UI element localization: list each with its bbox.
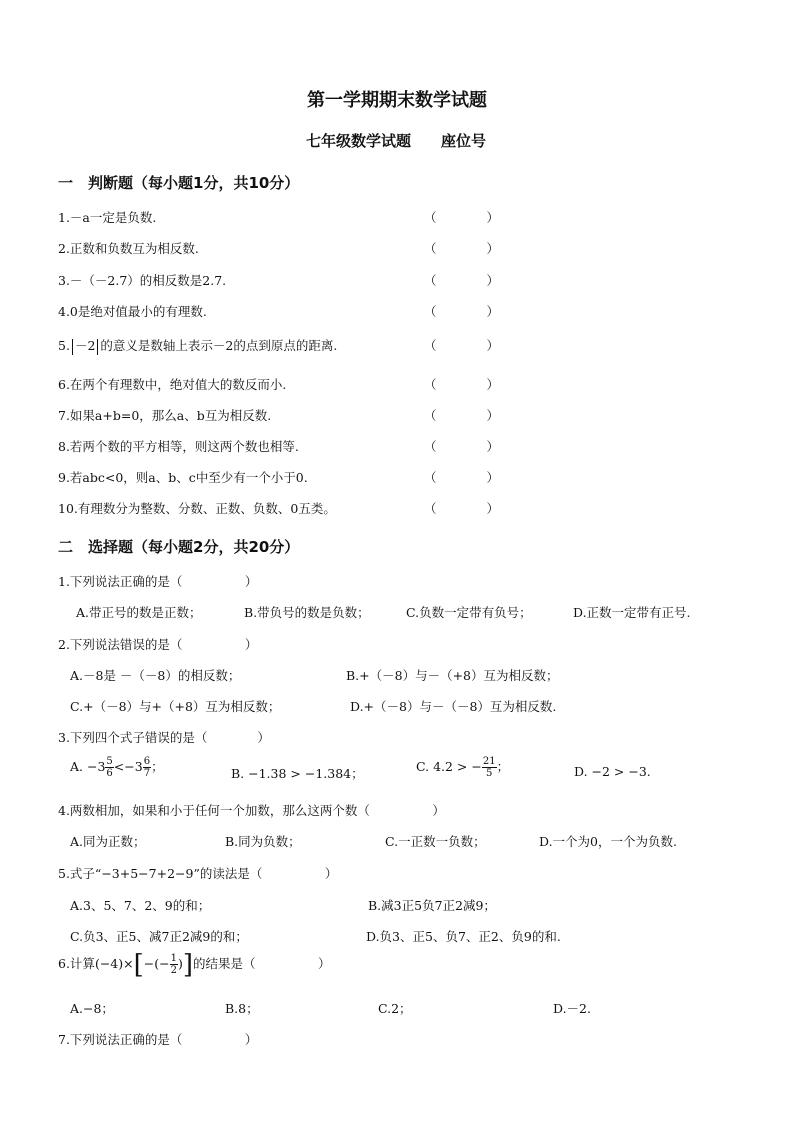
q6-fraction-den: 2: [170, 965, 177, 976]
q6-option-d[interactable]: D.－2.: [553, 1001, 591, 1016]
abs-bar-right: [97, 339, 98, 355]
q6-stem-suffix: 的结果是（ ）: [193, 956, 331, 971]
judgement-item-3: 3.－（－2.7）的相反数是2.7.: [58, 273, 227, 288]
q4-option-d[interactable]: D.一个为0，一个为负数.: [539, 834, 677, 849]
abs-bar-left: [72, 339, 73, 355]
q6-expression-close: ): [177, 956, 183, 971]
abs-value-expression: －2: [74, 338, 96, 353]
q3-option-c[interactable]: [416, 756, 509, 779]
q6-fraction-num: 1: [170, 953, 177, 964]
q3c-fraction-num: 21: [482, 756, 496, 767]
q2-option-c[interactable]: C.+（－8）与+（+8）互为相反数；: [70, 699, 281, 714]
choice-question-1: 1.下列说法正确的是（ ）: [58, 574, 258, 589]
answer-blank-6[interactable]: （ ）: [424, 377, 500, 392]
page-subtitle: 七年级数学试题: [306, 132, 412, 150]
judgement-item-5: [58, 336, 337, 355]
q3-option-a[interactable]: [70, 756, 164, 779]
answer-blank-8[interactable]: （ ）: [424, 439, 500, 454]
q2-option-a[interactable]: A.－8是 －（－8）的相反数；: [70, 668, 241, 683]
q1-option-c[interactable]: C.负数一定带有负号；: [406, 605, 532, 620]
q4-option-a[interactable]: A.同为正数；: [70, 834, 146, 849]
q3c-suffix: ；: [496, 759, 510, 774]
judgement-item-8: 8.若两个数的平方相等，则这两个数也相等.: [58, 439, 299, 454]
q3a-fraction-1-num: 5: [106, 756, 113, 767]
q3-option-b[interactable]: B. −1.38 > −1.384；: [231, 766, 364, 781]
q6-option-b[interactable]: B.8；: [225, 1001, 259, 1016]
q1-option-a[interactable]: A.带正号的数是正数；: [76, 605, 202, 620]
answer-blank-9[interactable]: （ ）: [424, 470, 500, 485]
q5-option-c[interactable]: C.负3、正5、减7正2减9的和；: [70, 929, 248, 944]
seat-number-label: 座位号: [441, 132, 487, 150]
judgement-item-4: 4.0是绝对值最小的有理数.: [58, 304, 207, 319]
q4-option-b[interactable]: B.同为负数；: [225, 834, 301, 849]
q2-option-d[interactable]: D.+（－8）与－（－8）互为相反数.: [350, 699, 557, 714]
section-heading-judgement: 一 判断题（每小题1分，共10分）: [58, 174, 300, 192]
choice-question-3: 3.下列四个式子错误的是（ ）: [58, 730, 270, 745]
q3a-suffix: ；: [151, 759, 164, 774]
q3a-middle: <−3: [113, 759, 143, 774]
q1-option-b[interactable]: B.带负号的数是负数；: [244, 605, 370, 620]
q3a-fraction-1: [105, 756, 113, 779]
choice-question-4: 4.两数相加，如果和小于任何一个加数，那么这两个数（ ）: [58, 803, 445, 818]
left-bracket-icon: [: [133, 949, 144, 980]
q6-expression-inner: −(−: [143, 956, 170, 971]
answer-blank-10[interactable]: （ ）: [424, 501, 500, 516]
q4-option-c[interactable]: C.一正数一负数；: [385, 834, 486, 849]
judgement-item-6: 6.在两个有理数中，绝对值大的数反而小.: [58, 377, 287, 392]
q6-stem-prefix: 6.计算: [58, 956, 95, 971]
q3c-fraction-den: 5: [486, 768, 493, 779]
judgement-item-2: 2.正数和负数互为相反数.: [58, 241, 199, 256]
q2-option-b[interactable]: B.+（－8）与－（+8）互为相反数；: [346, 668, 559, 683]
judgement-item-1: 1.－a一定是负数.: [58, 210, 157, 225]
q3-option-d[interactable]: D. −2 > −3.: [574, 764, 651, 779]
judgement-item-7: 7.如果a+b=0，那么a、b互为相反数.: [58, 408, 272, 423]
choice-question-2: 2.下列说法错误的是（ ）: [58, 637, 258, 652]
q5-option-d[interactable]: D.负3、正5、负7、正2、负9的和.: [366, 929, 561, 944]
section-heading-choice: 二 选择题（每小题2分，共20分）: [58, 538, 300, 556]
answer-blank-1[interactable]: （ ）: [424, 210, 500, 225]
answer-blank-3[interactable]: （ ）: [424, 273, 500, 288]
q3a-fraction-2-den: 7: [143, 768, 151, 779]
q3c-fraction: [482, 756, 497, 779]
answer-blank-2[interactable]: （ ）: [424, 241, 500, 256]
q3a-prefix: A. −3: [70, 759, 106, 774]
answer-blank-5[interactable]: （ ）: [424, 338, 500, 353]
q3a-fraction-2: [143, 756, 151, 779]
q6-option-c[interactable]: C.2；: [378, 1001, 412, 1016]
judgement-item-10: 10.有理数分为整数、分数、正数、负数、0五类。: [58, 501, 336, 516]
choice-question-6: [58, 949, 331, 980]
answer-blank-4[interactable]: （ ）: [424, 304, 500, 319]
q3a-fraction-1-den: 6: [106, 768, 113, 779]
q5-option-b[interactable]: B.减3正5负7正2减9；: [368, 898, 496, 913]
choice-question-5: 5.式子“−3+5−7+2−9”的读法是（ ）: [58, 866, 338, 881]
judgement-item-9: 9.若abc<0，则a、b、c中至少有一个小于0.: [58, 470, 308, 485]
choice-question-7: 7.下列说法正确的是（ ）: [58, 1032, 258, 1047]
q6-option-a[interactable]: A.−8；: [70, 1001, 114, 1016]
answer-blank-7[interactable]: （ ）: [424, 408, 500, 423]
q3c-prefix: C. 4.2 > −: [416, 759, 482, 774]
q6-expression-prefix: (−4)×: [94, 956, 134, 971]
right-bracket-icon: ]: [182, 949, 193, 980]
q6-fraction: [170, 953, 178, 976]
page-title: 第一学期期末数学试题: [307, 90, 487, 111]
q1-option-d[interactable]: D.正数一定带有正号.: [573, 605, 691, 620]
q5-option-a[interactable]: A.3、5、7、2、9的和；: [70, 898, 211, 913]
q3a-fraction-2-num: 6: [143, 756, 151, 767]
item-5-number: 5.: [58, 338, 70, 353]
item-5-text: 的意义是数轴上表示－2的点到原点的距离.: [100, 338, 338, 353]
